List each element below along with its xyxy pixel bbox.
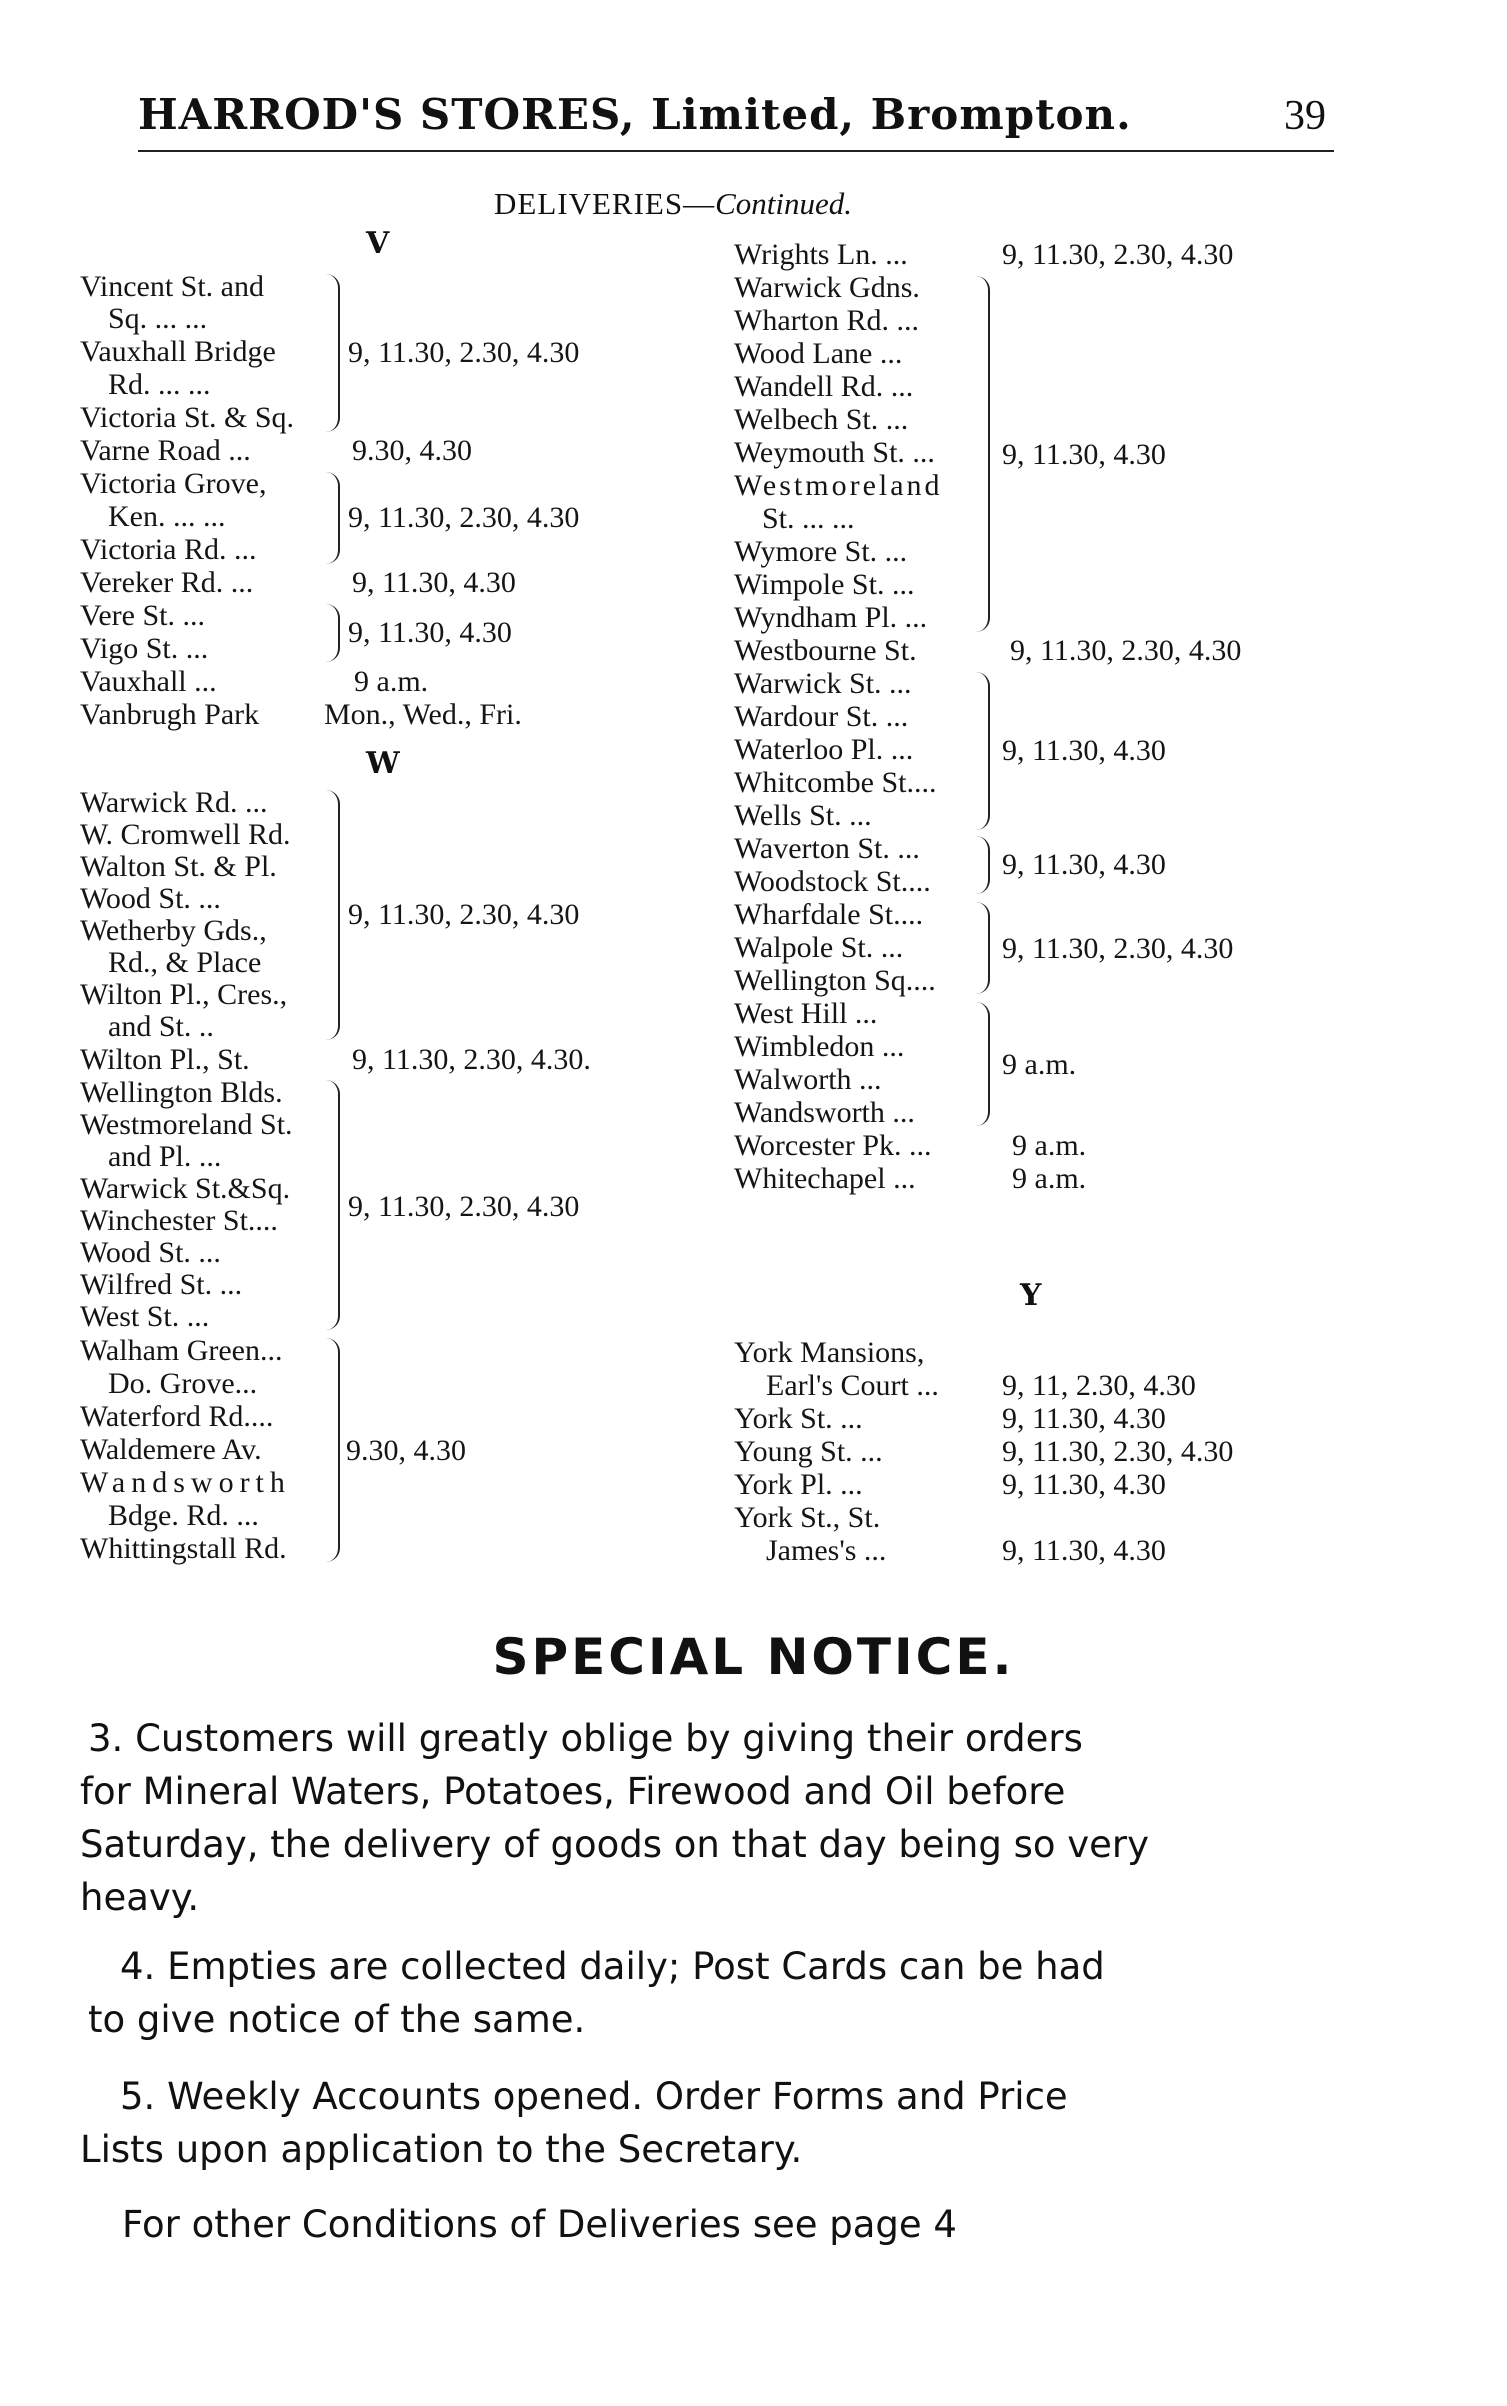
brace bbox=[326, 790, 340, 1040]
street-entry: Vauxhall Bridge bbox=[80, 335, 276, 368]
street-entry: Wellington Blds. bbox=[80, 1076, 283, 1109]
street-entry: Vanbrugh Park bbox=[80, 698, 260, 731]
delivery-times: 9, 11.30, 2.30, 4.30 bbox=[1002, 238, 1234, 271]
street-entry: Warwick St.&Sq. bbox=[80, 1172, 291, 1205]
street-entry: Weymouth St. ... bbox=[734, 436, 935, 469]
section-title bbox=[494, 186, 852, 222]
street-entry: Walpole St. ... bbox=[734, 931, 904, 964]
street-entry: Victoria Grove, bbox=[80, 467, 267, 500]
brace bbox=[976, 276, 990, 632]
street-entry: Do. Grove... bbox=[108, 1367, 258, 1400]
street-entry: Waldemere Av. bbox=[80, 1433, 262, 1466]
brace bbox=[326, 472, 340, 564]
street-entry: Sq. ... ... bbox=[108, 302, 208, 335]
page-header-title: HARROD'S STORES, Limited, Brompton. bbox=[138, 90, 1132, 139]
section-title-continued: Continued. bbox=[715, 186, 853, 221]
street-entry: and St. .. bbox=[108, 1010, 214, 1043]
street-entry: Winchester St.... bbox=[80, 1204, 278, 1237]
street-entry: Warwick Rd. ... bbox=[80, 786, 268, 819]
street-entry: Wimbledon ... bbox=[734, 1030, 905, 1063]
delivery-times: 9, 11.30, 2.30, 4.30 bbox=[1002, 932, 1234, 965]
delivery-times: Mon., Wed., Fri. bbox=[324, 698, 522, 731]
street-entry: Vincent St. and bbox=[80, 270, 264, 303]
delivery-times: 9, 11.30, 4.30 bbox=[352, 566, 516, 599]
street-entry: and Pl. ... bbox=[108, 1140, 222, 1173]
street-entry: Victoria Rd. ... bbox=[80, 533, 257, 566]
page-number: 39 bbox=[1284, 93, 1326, 139]
delivery-times: 9 a.m. bbox=[1012, 1129, 1087, 1162]
notice-line: Lists upon application to the Secretary. bbox=[80, 2128, 803, 2171]
street-entry: Walworth ... bbox=[734, 1063, 882, 1096]
notice-line: for Mineral Waters, Potatoes, Firewood and Oil before bbox=[80, 1770, 1066, 1813]
delivery-times: 9, 11.30, 2.30, 4.30 bbox=[1010, 634, 1242, 667]
brace bbox=[976, 1002, 990, 1126]
street-entry: Wharton Rd. ... bbox=[734, 304, 919, 337]
street-entry: Wrights Ln. ... bbox=[734, 238, 908, 271]
section-letter-v: V bbox=[366, 226, 390, 261]
street-entry: Ken. ... ... bbox=[108, 500, 226, 533]
delivery-times: 9, 11.30, 4.30 bbox=[1002, 734, 1166, 767]
street-entry: W. Cromwell Rd. bbox=[80, 818, 291, 851]
notice-footer: For other Conditions of Deliveries see page 4 bbox=[122, 2203, 957, 2246]
delivery-times: 9, 11.30, 4.30 bbox=[1002, 438, 1166, 471]
brace bbox=[976, 836, 990, 894]
street-entry: Woodstock St.... bbox=[734, 865, 931, 898]
notice-title: SPECIAL NOTICE. bbox=[492, 1628, 1015, 1686]
street-entry: Whitechapel ... bbox=[734, 1162, 916, 1195]
street-entry: Wandell Rd. ... bbox=[734, 370, 914, 403]
street-entry: Wilfred St. ... bbox=[80, 1268, 243, 1301]
street-entry: Rd. ... ... bbox=[108, 368, 211, 401]
brace bbox=[326, 604, 340, 662]
delivery-times: 9, 11.30, 4.30 bbox=[1002, 848, 1166, 881]
street-entry: Warwick Gdns. bbox=[734, 271, 920, 304]
brace bbox=[326, 274, 340, 432]
street-entry: Wood St. ... bbox=[80, 882, 221, 915]
street-entry: Wharfdale St.... bbox=[734, 898, 924, 931]
running-head bbox=[138, 90, 1334, 152]
brace bbox=[976, 902, 990, 994]
street-entry: York Mansions, bbox=[734, 1336, 925, 1369]
notice-line: 5. Weekly Accounts opened. Order Forms and Price bbox=[120, 2075, 1068, 2118]
street-entry: Vigo St. ... bbox=[80, 632, 209, 665]
street-entry: York St., St. bbox=[734, 1501, 881, 1534]
street-entry: Varne Road ... bbox=[80, 434, 251, 467]
brace bbox=[976, 672, 990, 830]
street-entry: Vereker Rd. ... bbox=[80, 566, 254, 599]
street-entry: Bdge. Rd. ... bbox=[108, 1499, 259, 1532]
street-entry: Wandsworth bbox=[80, 1466, 291, 1499]
delivery-times: 9 a.m. bbox=[354, 665, 429, 698]
street-entry: Earl's Court ... bbox=[766, 1369, 939, 1402]
delivery-times: 9, 11.30, 2.30, 4.30 bbox=[348, 898, 580, 931]
street-entry: Waterford Rd.... bbox=[80, 1400, 274, 1433]
street-entry: Rd., & Place bbox=[108, 946, 262, 979]
street-entry: West Hill ... bbox=[734, 997, 878, 1030]
notice-line: 4. Empties are collected daily; Post Cards can be had bbox=[120, 1945, 1105, 1988]
delivery-times: 9 a.m. bbox=[1002, 1048, 1077, 1081]
street-entry: Westmoreland St. bbox=[80, 1108, 293, 1141]
street-entry: York St. ... bbox=[734, 1402, 863, 1435]
delivery-times: 9, 11.30, 4.30 bbox=[1002, 1402, 1166, 1435]
street-entry: Welbech St. ... bbox=[734, 403, 909, 436]
delivery-times: 9, 11.30, 2.30, 4.30 bbox=[348, 1190, 580, 1223]
notice-line: to give notice of the same. bbox=[88, 1998, 586, 2041]
street-entry: Young St. ... bbox=[734, 1435, 883, 1468]
street-entry: Wilton Pl., Cres., bbox=[80, 978, 288, 1011]
delivery-times: 9, 11.30, 4.30 bbox=[348, 616, 512, 649]
section-letter-y: Y bbox=[1020, 1278, 1042, 1313]
street-entry: Walham Green... bbox=[80, 1334, 283, 1367]
notice-line: heavy. bbox=[80, 1876, 200, 1919]
street-entry: Wells St. ... bbox=[734, 799, 872, 832]
street-entry: Wardour St. ... bbox=[734, 700, 909, 733]
notice-line: Saturday, the delivery of goods on that day being so very bbox=[80, 1823, 1150, 1866]
street-entry: Wymore St. ... bbox=[734, 535, 908, 568]
delivery-times: 9, 11, 2.30, 4.30 bbox=[1002, 1369, 1196, 1402]
street-entry: Victoria St. & Sq. bbox=[80, 401, 295, 434]
street-entry: Wyndham Pl. ... bbox=[734, 601, 928, 634]
street-entry: Vauxhall ... bbox=[80, 665, 217, 698]
street-entry: Wimpole St. ... bbox=[734, 568, 915, 601]
delivery-times: 9, 11.30, 2.30, 4.30 bbox=[1002, 1435, 1234, 1468]
delivery-times: 9.30, 4.30 bbox=[352, 434, 472, 467]
street-entry: Walton St. & Pl. bbox=[80, 850, 277, 883]
delivery-times: 9.30, 4.30 bbox=[346, 1434, 466, 1467]
street-entry: Wilton Pl., St. bbox=[80, 1043, 250, 1076]
delivery-times: 9, 11.30, 4.30 bbox=[1002, 1534, 1166, 1567]
street-entry: James's ... bbox=[766, 1534, 887, 1567]
brace bbox=[326, 1338, 340, 1562]
delivery-times: 9, 11.30, 4.30 bbox=[1002, 1468, 1166, 1501]
street-entry: Whitcombe St.... bbox=[734, 766, 937, 799]
street-entry: Whittingstall Rd. bbox=[80, 1532, 287, 1565]
street-entry: Wetherby Gds., bbox=[80, 914, 267, 947]
delivery-times: 9 a.m. bbox=[1012, 1162, 1087, 1195]
delivery-times: 9, 11.30, 2.30, 4.30 bbox=[348, 501, 580, 534]
street-entry: Westbourne St. bbox=[734, 634, 917, 667]
street-entry: Vere St. ... bbox=[80, 599, 205, 632]
delivery-times: 9, 11.30, 2.30, 4.30. bbox=[352, 1043, 591, 1076]
street-entry: Warwick St. ... bbox=[734, 667, 912, 700]
street-entry: Wellington Sq.... bbox=[734, 964, 936, 997]
street-entry: Wood Lane ... bbox=[734, 337, 903, 370]
street-entry: Waverton St. ... bbox=[734, 832, 920, 865]
brace bbox=[326, 1080, 340, 1330]
street-entry: York Pl. ... bbox=[734, 1468, 863, 1501]
section-letter-w: W bbox=[366, 746, 400, 781]
street-entry: Wandsworth ... bbox=[734, 1096, 915, 1129]
street-entry: Westmoreland bbox=[734, 469, 943, 502]
section-title-main: DELIVERIES— bbox=[494, 186, 716, 221]
street-entry: St. ... ... bbox=[762, 502, 855, 535]
street-entry: West St. ... bbox=[80, 1300, 210, 1333]
street-entry: Waterloo Pl. ... bbox=[734, 733, 914, 766]
street-entry: Worcester Pk. ... bbox=[734, 1129, 932, 1162]
notice-line: 3. Customers will greatly oblige by giving their orders bbox=[88, 1717, 1083, 1760]
delivery-times: 9, 11.30, 2.30, 4.30 bbox=[348, 336, 580, 369]
street-entry: Wood St. ... bbox=[80, 1236, 221, 1269]
